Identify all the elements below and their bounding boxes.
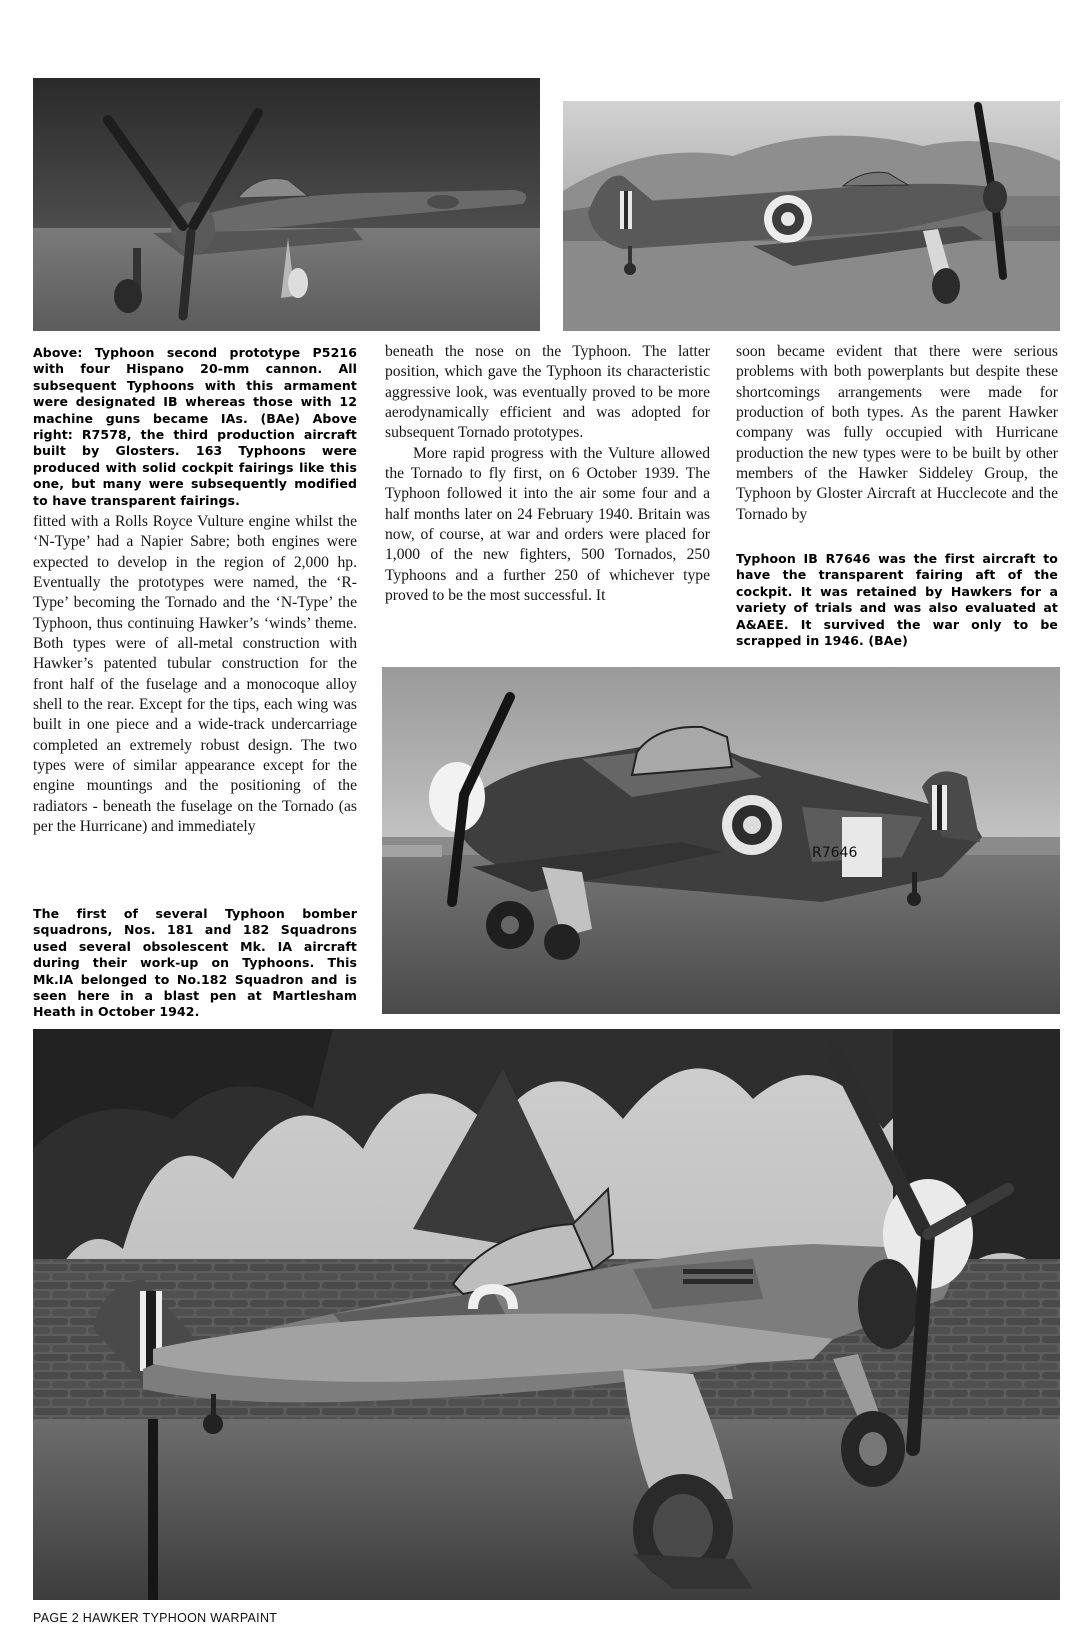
body-column-2-paragraph-1: beneath the nose on the Typhoon. The latter position, which gave the Typhoon its characteristic aggressive look, was eventually proved to be more aerodynamically efficient and was adopted for subsequent Tornado prototypes. [385,343,710,442]
caption-top-photos: Above: Typhoon second prototype P5216 with four Hispano 20-mm cannon. All subsequent Typhoons with this armament were designated IB whereas those with 12 machine guns became IAs. (BAe) Above right: R7578, the third production aircraft built by Glosters. 163 Typhoons were produced with solid cockpit fairings like this one, but many were subsequently modified to have transparent fairings. [33,345,357,508]
body-column-3 [736,342,1058,525]
photo-typhoon-mk-ia-blast-pen [33,1029,1060,1600]
body-column-1-text: fitted with a Rolls Royce Vulture engine whilst the ‘N-Type’ had a Napier Sabre; both engines were expected to develop in the region of 2,000 hp. Eventually the prototypes were named, the ‘R-Type’ becoming the Tornado and the ‘N-Type’ the Typhoon, thus continuing Hawker’s ‘winds’ theme. Both types were of all-metal construction with Hawker’s patented tubular construction for the front half of the fuselage and a monocoque alloy shell to the rear. Except for the tips, each wing was built in one piece and a wide-track undercarriage completed an extremely robust design. The two types were of similar appearance except for the engine mountings and the positioning of the radiators - beneath the fuselage on the Tornado (as per the Hurricane) and immediately [33,513,357,836]
body-column-2 [385,342,710,606]
photo-typhoon-prototype-p5216 [33,78,540,331]
body-column-1 [33,512,357,838]
body-column-3-text: soon became evident that there were serious problems with both powerplants but despite these shortcomings arrangements were made for production of both types. As the parent Hawker company was fully occupied with Hurricane production the new types were to be built by other members of the Hawker Siddeley Group, the Typhoon by Gloster Aircraft at Hucclecote and the Tornado by [736,343,1058,523]
photo-typhoon-r7646 [382,667,1060,1014]
caption-mk-ia-squadron: The first of several Typhoon bomber squadrons, Nos. 181 and 182 Squadrons used several obsolescent Mk. IA aircraft during their work-up on Typhoons. This Mk.IA belonged to No.182 Squadron and is seen here in a blast pen at Martlesham Heath in October 1942. [33,906,357,1020]
photo-typhoon-r7578 [563,101,1060,331]
caption-r7646: Typhoon IB R7646 was the first aircraft to have the transparent fairing aft of the cockpit. It was retained by Hawkers for a variety of trials and was also evaluated at A&AEE. It survived the war only to be scrapped in 1946. (BAe) [736,551,1058,649]
page-footer: PAGE 2 HAWKER TYPHOON WARPAINT [33,1611,278,1625]
body-column-2-paragraph-2: More rapid progress with the Vulture allowed the Tornado to fly first, on 6 October 1939. The Typhoon followed it into the air some four and a half months later on 24 February 1940. Britain was now, of course, at war and orders were placed for 1,000 of the new fighters, 500 Tornados, 250 Typhoons and a further 250 of whichever type proved to be the most successful. It [385,444,710,605]
r7646-serial-marking: R7646 [812,845,858,861]
